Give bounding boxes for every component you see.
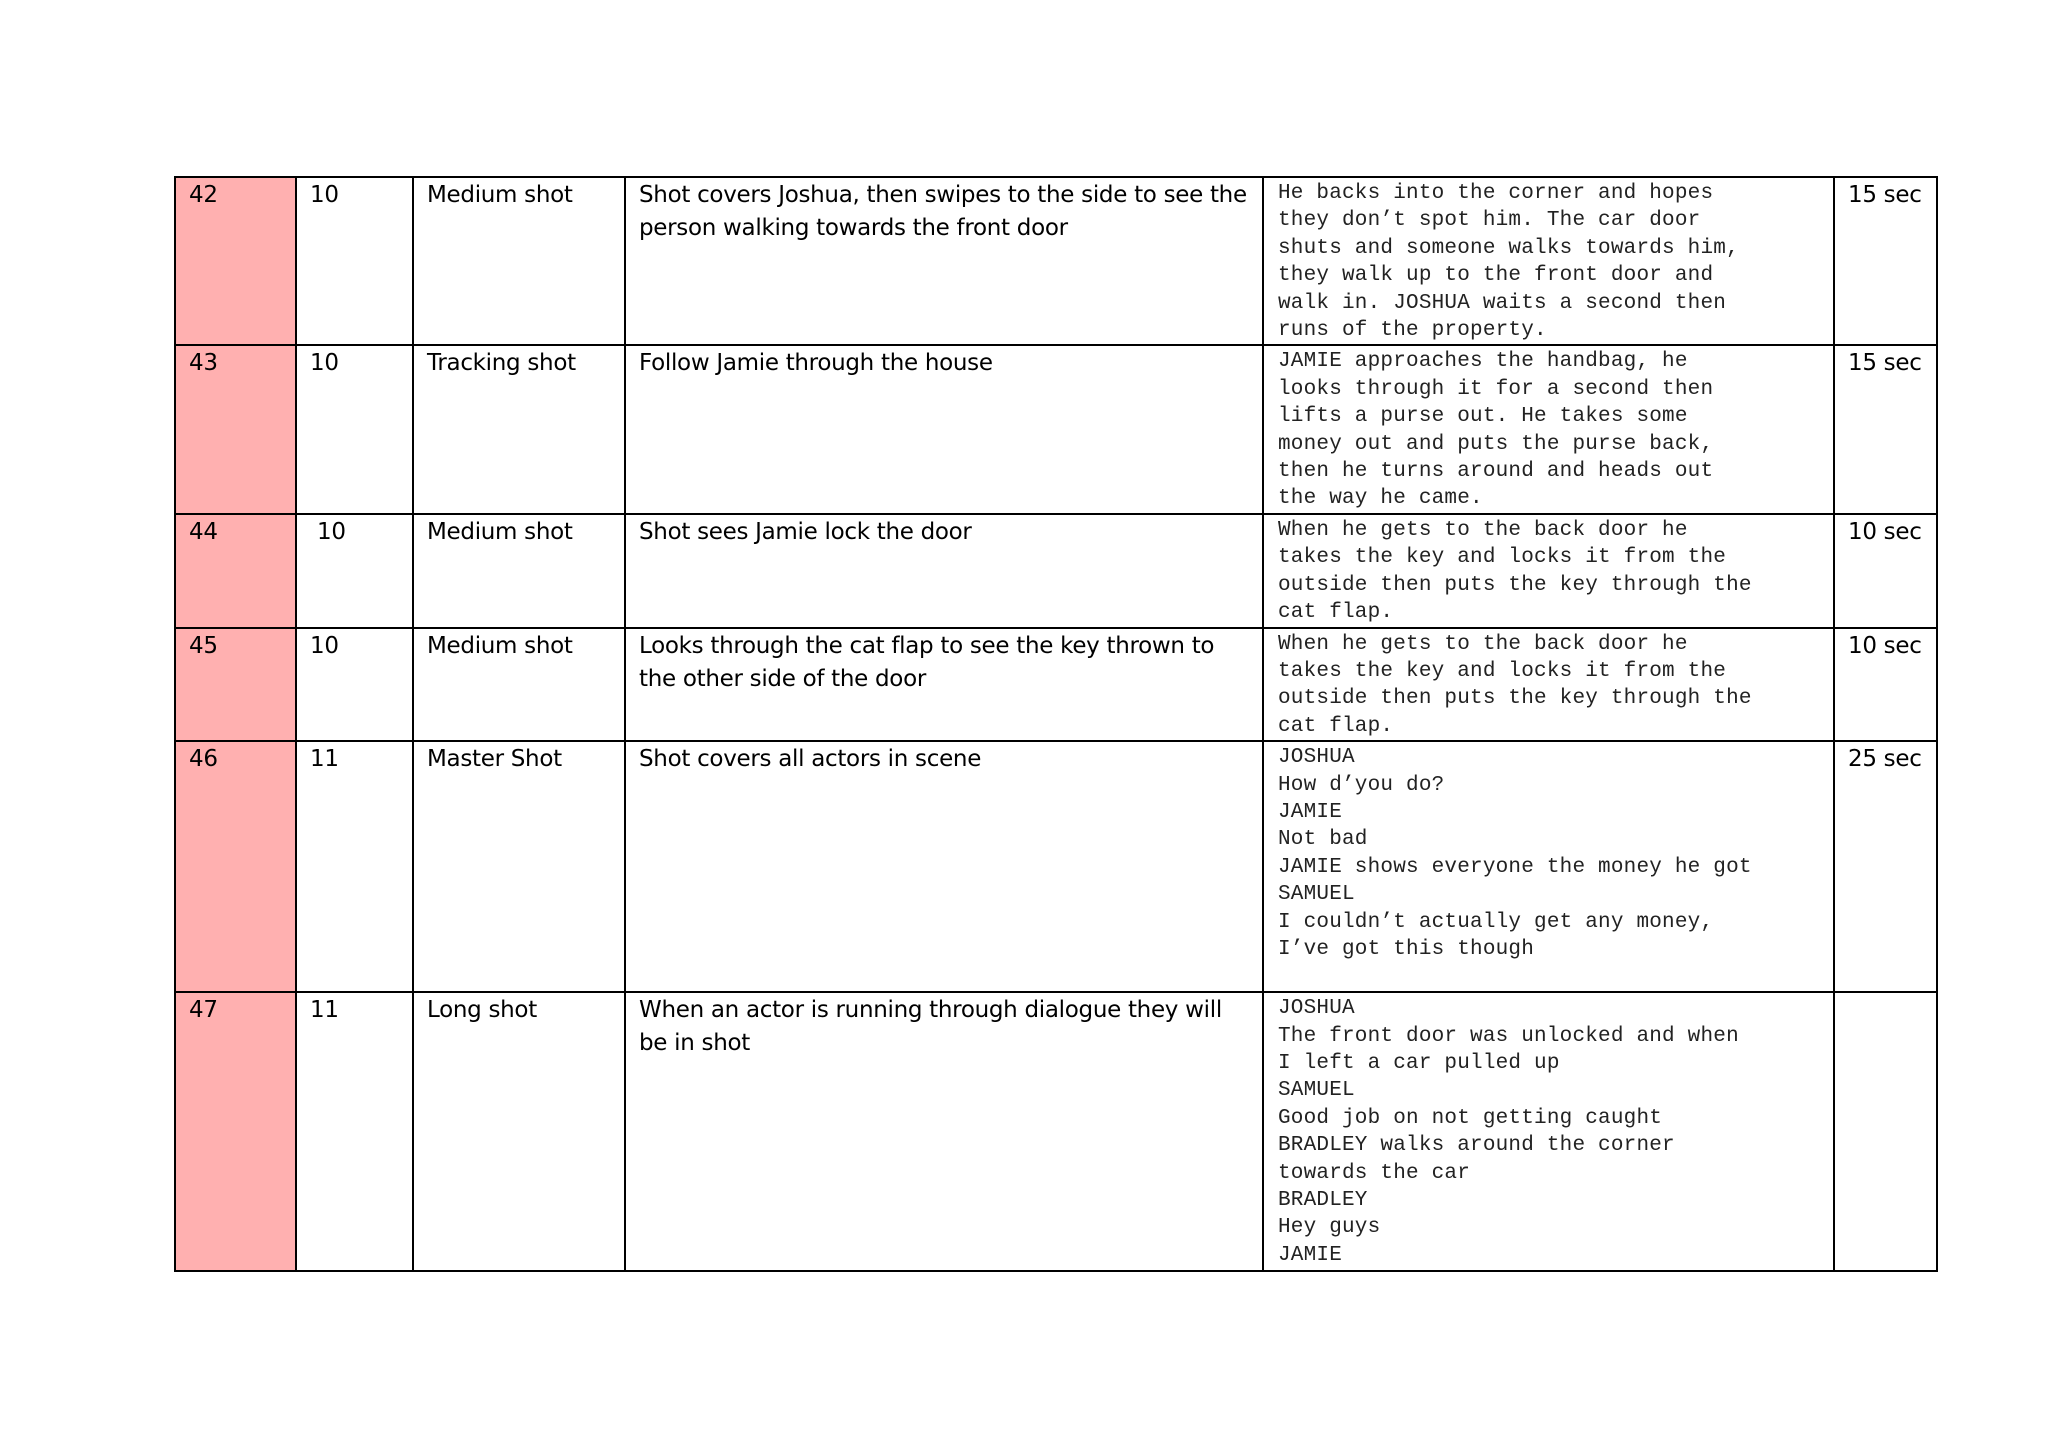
shot-type-cell	[413, 992, 625, 1271]
shot-type-text: Medium shot	[427, 182, 573, 208]
scene-number-cell	[296, 741, 413, 992]
shot-number-text: 47	[189, 997, 218, 1024]
script-action-cell	[1263, 514, 1834, 628]
shot-type-cell	[413, 345, 625, 513]
script-action-cell	[1263, 345, 1834, 513]
script-action-text	[1264, 178, 1833, 344]
duration-text: 10 sec	[1848, 518, 1922, 545]
duration-text: 15 sec	[1848, 182, 1922, 208]
shot-number-cell	[175, 177, 296, 345]
table-row	[175, 628, 1937, 742]
script-action-cell	[1263, 628, 1834, 742]
shot-number-cell	[175, 992, 296, 1271]
scene-number-text: 11	[310, 746, 339, 773]
shot-description-text: Shot covers all actors in scene	[639, 746, 982, 773]
shot-type-cell	[413, 514, 625, 628]
duration-cell	[1834, 992, 1937, 1271]
script-line: runs of the property.	[1278, 319, 1547, 343]
scene-number-text: 10	[310, 350, 339, 377]
script-line: money out and puts the purse back,	[1278, 432, 1714, 456]
scene-number-cell	[296, 992, 413, 1271]
shot-description-cell	[625, 514, 1263, 628]
script-action-text	[1264, 993, 1833, 1269]
scene-number-cell	[296, 345, 413, 513]
shot-type-text: Tracking shot	[427, 350, 576, 377]
duration-text: 25 sec	[1848, 746, 1922, 773]
script-line: BRADLEY	[1278, 1188, 1368, 1212]
script-line: cat flap.	[1278, 601, 1394, 625]
shot-description-text: Looks through the cat flap to see the key thrown to the other side of the door	[639, 632, 1222, 692]
shot-type-cell	[413, 628, 625, 742]
shot-number-text: 42	[189, 182, 218, 208]
shot-number-text: 43	[189, 350, 218, 377]
shot-list-table	[174, 176, 1938, 1272]
script-line: then he turns around and heads out	[1278, 460, 1714, 484]
script-line: SAMUEL	[1278, 1079, 1355, 1103]
shot-type-text: Medium shot	[427, 632, 573, 659]
duration-text	[1835, 993, 1936, 994]
scene-number-cell	[296, 628, 413, 742]
script-line: JAMIE	[1278, 800, 1343, 824]
shot-type-text: Master Shot	[427, 746, 562, 773]
script-line: outside then puts the key through the	[1278, 687, 1752, 711]
script-action-cell	[1263, 992, 1834, 1271]
duration-text: 15 sec	[1848, 350, 1922, 377]
scene-number-text: 11	[310, 997, 339, 1024]
script-line: SAMUEL	[1278, 883, 1355, 907]
duration-cell	[1834, 514, 1937, 628]
script-line: How d’you do?	[1278, 773, 1445, 797]
script-line: takes the key and locks it from the	[1278, 659, 1727, 683]
script-line: I’ve got this though	[1278, 937, 1535, 961]
script-line: outside then puts the key through the	[1278, 573, 1752, 597]
shot-description-cell	[625, 177, 1263, 345]
script-line: takes the key and locks it from the	[1278, 546, 1727, 570]
script-action-text	[1264, 742, 1833, 963]
script-line: Not bad	[1278, 828, 1368, 852]
table-row	[175, 992, 1937, 1271]
shot-description-text: Follow Jamie through the house	[639, 350, 993, 377]
script-line: they don’t spot him. The car door	[1278, 209, 1701, 233]
script-line: JAMIE approaches the handbag, he	[1278, 350, 1688, 374]
shot-number-text: 46	[189, 746, 218, 773]
script-action-text	[1264, 515, 1833, 627]
table-row	[175, 345, 1937, 513]
shot-number-cell	[175, 345, 296, 513]
shot-description-cell	[625, 628, 1263, 742]
script-line: When he gets to the back door he	[1278, 518, 1688, 542]
script-action-cell	[1263, 177, 1834, 345]
shot-type-text: Medium shot	[427, 518, 573, 545]
shot-number-cell	[175, 741, 296, 992]
scene-number-cell	[296, 514, 413, 628]
duration-text: 10 sec	[1848, 632, 1922, 659]
shot-type-cell	[413, 741, 625, 992]
shot-description-text: Shot sees Jamie lock the door	[639, 518, 972, 545]
script-line: they walk up to the front door and	[1278, 264, 1714, 288]
script-line: JOSHUA	[1278, 997, 1355, 1021]
script-action-cell	[1263, 741, 1834, 992]
script-line: I left a car pulled up	[1278, 1051, 1560, 1075]
shot-type-cell	[413, 177, 625, 345]
table-row	[175, 741, 1937, 992]
script-line: towards the car	[1278, 1161, 1471, 1185]
shot-number-cell	[175, 514, 296, 628]
shot-description-cell	[625, 345, 1263, 513]
script-line: shuts and someone walks towards him,	[1278, 236, 1739, 260]
script-action-text	[1264, 629, 1833, 741]
shot-description-text: Shot covers Joshua, then swipes to the side to see the person walking towards the front door	[639, 182, 1254, 241]
shot-number-text: 45	[189, 632, 218, 659]
shot-description-cell	[625, 741, 1263, 992]
script-line: lifts a purse out. He takes some	[1278, 405, 1688, 429]
shot-number-text: 44	[189, 518, 218, 545]
script-line: cat flap.	[1278, 714, 1394, 738]
script-line: Hey guys	[1278, 1216, 1381, 1240]
shot-list-body	[175, 177, 1937, 1271]
script-line: JAMIE shows everyone the money he got	[1278, 855, 1752, 879]
script-line: JAMIE	[1278, 1243, 1343, 1267]
scene-number-cell	[296, 177, 413, 345]
shot-type-text: Long shot	[427, 997, 537, 1024]
script-line: Good job on not getting caught	[1278, 1106, 1663, 1130]
script-line: walk in. JOSHUA waits a second then	[1278, 291, 1727, 315]
table-row	[175, 177, 1937, 345]
table-row	[175, 514, 1937, 628]
script-line: BRADLEY walks around the corner	[1278, 1134, 1675, 1158]
script-line: He backs into the corner and hopes	[1278, 182, 1714, 205]
script-line: When he gets to the back door he	[1278, 632, 1688, 656]
script-action-text	[1264, 346, 1833, 512]
shot-description-text: When an actor is running through dialogue they will be in shot	[639, 997, 1229, 1057]
duration-cell	[1834, 177, 1937, 345]
duration-cell	[1834, 628, 1937, 742]
duration-cell	[1834, 741, 1937, 992]
script-line: looks through it for a second then	[1278, 377, 1714, 401]
scene-number-text: 10	[310, 182, 339, 208]
script-line: I couldn’t actually get any money,	[1278, 910, 1714, 934]
duration-cell	[1834, 345, 1937, 513]
shot-description-cell	[625, 992, 1263, 1271]
shot-number-cell	[175, 628, 296, 742]
scene-number-text: 10	[310, 518, 346, 545]
script-line: The front door was unlocked and when	[1278, 1024, 1739, 1048]
script-line: JOSHUA	[1278, 746, 1355, 770]
scene-number-text: 10	[310, 632, 339, 659]
script-line: the way he came.	[1278, 487, 1483, 511]
